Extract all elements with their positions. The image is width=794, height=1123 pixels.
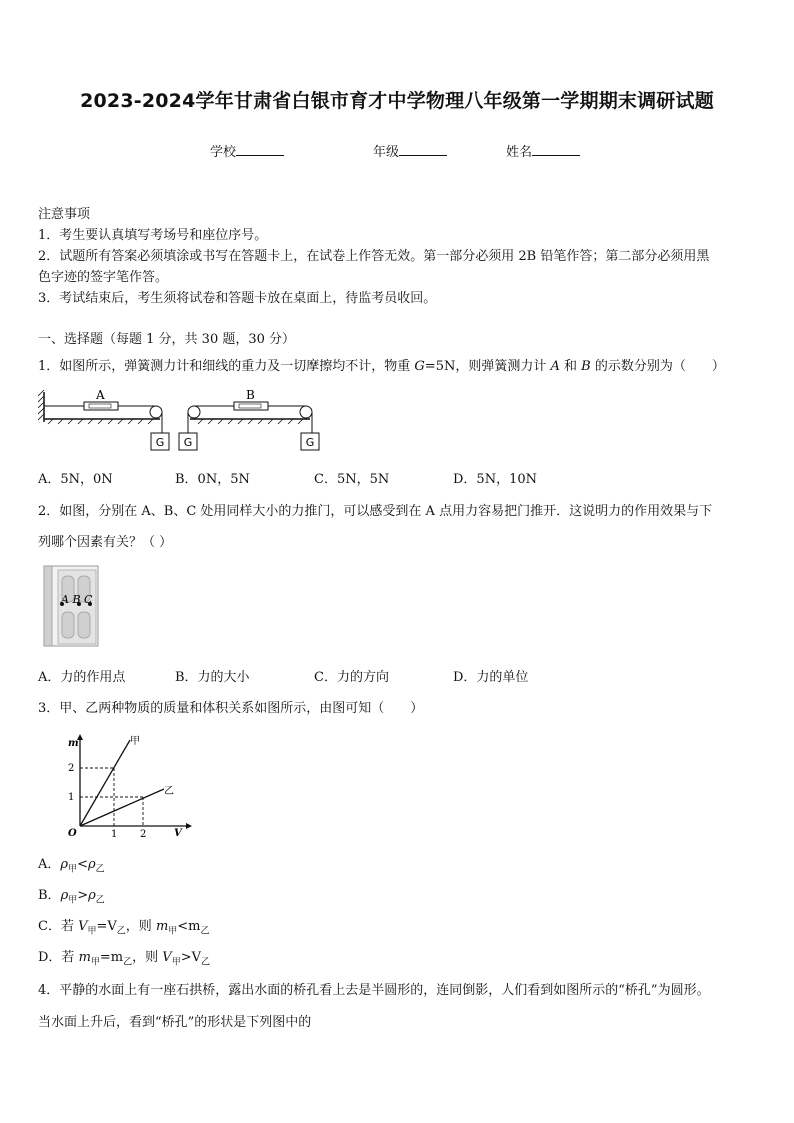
var: V [162, 950, 172, 965]
sub: 甲 [90, 957, 100, 968]
mass-volume-graph [60, 732, 200, 840]
op: >V [180, 950, 201, 965]
q3-option-d[interactable] [38, 946, 210, 968]
q3-option-b[interactable] [38, 884, 105, 906]
stem-var-a: A [550, 359, 560, 374]
question-2-stem: 列哪个因素有关？（ ） [38, 535, 173, 550]
axis-m-label: m [68, 738, 79, 749]
school-blank[interactable] [236, 143, 284, 156]
door-figure [42, 564, 102, 648]
weight-g-label: G [183, 436, 193, 449]
stem-var-g: G [414, 359, 425, 374]
note-item: 1．考生要认真填写考场号和座位序号。 [38, 228, 268, 243]
text: ，则 [125, 919, 156, 934]
q1-option-c[interactable]: C．5N，5N [314, 472, 390, 487]
op: < [77, 857, 88, 872]
sub: 乙 [200, 957, 210, 968]
q1-option-a[interactable]: A．5N，0N [38, 472, 113, 487]
opt-prefix: A． [38, 857, 61, 872]
stem-text: =5N，则弹簧测力计 [424, 359, 551, 374]
y-tick: 1 [68, 792, 75, 803]
sub: 乙 [116, 926, 126, 937]
question-1-stem [38, 355, 725, 374]
text: ，则 [132, 950, 163, 965]
note-item: 色字迹的签字笔作答。 [38, 270, 169, 285]
op: =m [99, 950, 124, 965]
var: m [155, 919, 169, 934]
q3-option-a[interactable] [38, 853, 105, 875]
y-tick: 2 [68, 763, 75, 774]
grade-field [373, 141, 447, 160]
sub: 乙 [123, 957, 133, 968]
door-point-labels: A B C [61, 593, 93, 606]
school-field [210, 141, 284, 160]
sub: 乙 [95, 895, 105, 906]
x-tick: 1 [111, 829, 118, 840]
rho: ρ [60, 857, 69, 872]
name-blank[interactable] [532, 143, 580, 156]
school-label: 学校 [210, 145, 237, 160]
q2-option-c[interactable]: C．力的方向 [314, 670, 389, 685]
notes-heading: 注意事项 [38, 207, 91, 222]
stem-text: 1．如图所示，弹簧测力计和细线的重力及一切摩擦均不计，物重 [38, 359, 415, 374]
line-yi-label: 乙 [164, 786, 174, 797]
scale-a-label: A [96, 388, 105, 402]
question-4-stem: 当水面上升后，看到“桥孔”的形状是下列图中的 [38, 1015, 312, 1030]
opt-prefix: C．若 [38, 919, 79, 934]
question-4-stem: 4．平静的水面上有一座石拱桥，露出水面的桥孔看上去是半圆形的，连同倒影，人们看到如图所示的“桥孔”为圆形。 [38, 983, 710, 998]
opt-prefix: B． [38, 888, 61, 903]
rho: ρ [88, 888, 96, 903]
rho: ρ [87, 857, 96, 872]
sub: 甲 [168, 926, 178, 937]
grade-blank[interactable] [399, 143, 447, 156]
weight-g-label: G [155, 436, 165, 449]
q1-option-d[interactable]: D．5N，10N [453, 472, 537, 487]
q3-option-c[interactable] [38, 915, 210, 937]
scale-b-label: B [246, 388, 255, 402]
q2-option-a[interactable]: A．力的作用点 [38, 670, 126, 685]
op: > [77, 888, 89, 903]
op: =V [96, 919, 117, 934]
section-heading: 一、选择题（每题 1 分，共 30 题，30 分） [38, 332, 296, 347]
sub: 甲 [87, 926, 97, 937]
opt-prefix: D．若 [38, 950, 79, 965]
name-label: 姓名 [506, 145, 533, 160]
sub: 甲 [171, 957, 181, 968]
op: <m [177, 919, 201, 934]
stem-text: 的示数分别为（ ） [590, 359, 725, 374]
weight-g-label: G [305, 436, 315, 449]
q2-option-d[interactable]: D．力的单位 [453, 670, 529, 685]
page-title: 2023-2024学年甘肃省白银市育才中学物理八年级第一学期期末调研试题 [80, 90, 714, 112]
note-item: 2．试题所有答案必须填涂或书写在答题卡上，在试卷上作答无效。第一部分必须用 2B 铅笔作答；第二部分必须用黑 [38, 249, 710, 264]
question-2-stem: 2．如图，分别在 A、B、C 处用同样大小的力推门，可以感受到在 A 点用力容易把门推开．这说明力的作用效果与下 [38, 504, 713, 519]
question-3-stem: 3．甲、乙两种物质的质量和体积关系如图所示，由图可知（ ） [38, 701, 424, 716]
stem-text: 和 [559, 359, 582, 374]
sub: 乙 [95, 864, 105, 875]
sub: 甲 [68, 895, 78, 906]
origin-label: O [68, 828, 77, 839]
grade-label: 年级 [373, 145, 400, 160]
axis-v-label: V [174, 828, 182, 839]
x-tick: 2 [140, 829, 147, 840]
q1-option-b[interactable]: B．0N，5N [175, 472, 250, 487]
stem-var-b: B [581, 359, 591, 374]
q2-option-b[interactable]: B．力的大小 [175, 670, 250, 685]
sub: 甲 [68, 864, 78, 875]
rho: ρ [60, 888, 69, 903]
name-field [506, 141, 580, 160]
note-item: 3．考试结束后，考生须将试卷和答题卡放在桌面上，待监考员收回。 [38, 291, 437, 306]
line-jia-label: 甲 [130, 736, 140, 747]
sub: 乙 [200, 926, 210, 937]
var: m [78, 950, 91, 965]
spring-scale-figure [38, 384, 338, 454]
var: V [78, 919, 88, 934]
